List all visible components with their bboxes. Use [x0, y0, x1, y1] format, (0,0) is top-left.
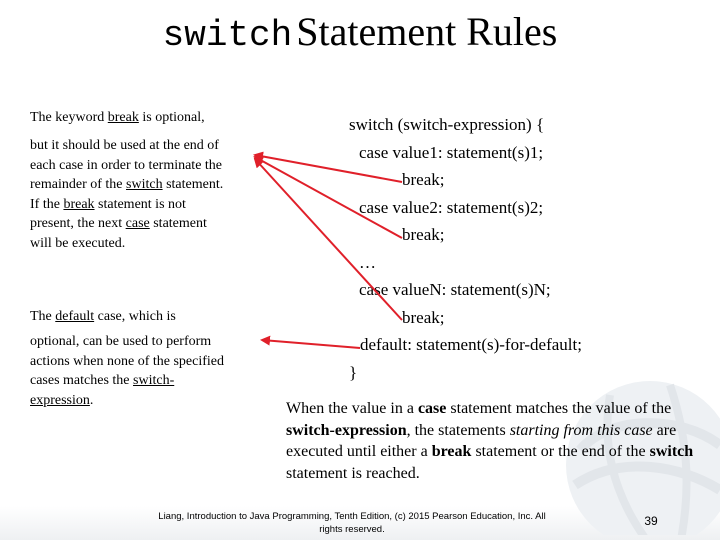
- code-line: case valueN: statement(s)N;: [359, 280, 551, 299]
- desc-bold: switch-expression: [286, 421, 407, 439]
- desc-text: statement or the end of the: [471, 443, 650, 460]
- note-text: statement: [149, 216, 207, 231]
- note-keyword: break: [107, 110, 139, 125]
- note-keyword: break: [63, 196, 95, 212]
- code-line: break;: [402, 225, 445, 244]
- desc-text: , the statements: [406, 421, 510, 439]
- code-line: default: statement(s)-for-default;: [360, 335, 582, 354]
- note-keyword: case: [125, 216, 150, 231]
- desc-italic: starting from this case: [509, 421, 653, 439]
- note-text: remainder of the: [30, 177, 127, 192]
- arrow-breakN-to-note: [255, 159, 402, 320]
- code-line: case value1: statement(s)1;: [359, 143, 544, 162]
- execution-description: [286, 398, 696, 484]
- code-line: }: [349, 363, 358, 382]
- footer-line: rights reserved.: [319, 524, 385, 535]
- page-number: 39: [644, 514, 658, 528]
- note-text: cases matches the: [30, 373, 134, 388]
- code-line: switch (switch-expression) {: [349, 115, 545, 134]
- note-line: each case in order to terminate the: [30, 157, 223, 173]
- note-line: actions when none of the specified: [30, 353, 224, 369]
- note-text: The: [30, 309, 56, 324]
- code-line: case value2: statement(s)2;: [359, 198, 544, 217]
- desc-text: When the value in a: [286, 400, 418, 417]
- desc-bold: switch: [649, 443, 694, 460]
- note-keyword: expression: [30, 392, 90, 408]
- note-line: will be executed.: [30, 235, 126, 251]
- title-text: Statement Rules: [296, 9, 558, 54]
- arrow-default-to-note: [262, 340, 360, 348]
- note-text: case, which is: [94, 309, 176, 324]
- note-keyword: default: [55, 309, 95, 324]
- desc-text: statement is reached.: [286, 464, 420, 482]
- title-keyword: switch: [162, 15, 293, 56]
- note-text: The keyword: [30, 110, 108, 125]
- desc-bold: break: [431, 443, 472, 460]
- note-text: If the: [30, 196, 64, 212]
- note-text: present, the next: [30, 216, 126, 231]
- code-line: break;: [402, 308, 445, 327]
- desc-bold: case: [417, 400, 447, 417]
- note-keyword: switch: [126, 177, 163, 192]
- desc-text: are executed until either a: [286, 421, 677, 460]
- code-line: …: [359, 253, 376, 272]
- desc-text: statement matches the value of the: [446, 400, 672, 417]
- note-text: statement.: [162, 177, 224, 192]
- note-line: but it should be used at the end of: [30, 138, 219, 153]
- footer-line: Liang, Introduction to Java Programming, Tenth Edition, (c) 2015 Pearson Education, Inc. All: [158, 511, 546, 522]
- note-line: optional, can be used to perform: [30, 334, 212, 349]
- note-keyword: switch-: [133, 373, 175, 388]
- code-line: break;: [402, 170, 445, 189]
- note-text: .: [89, 392, 94, 408]
- note-text: is optional,: [138, 110, 205, 125]
- footer-credit: [140, 510, 564, 536]
- note-text: statement is not: [94, 196, 186, 212]
